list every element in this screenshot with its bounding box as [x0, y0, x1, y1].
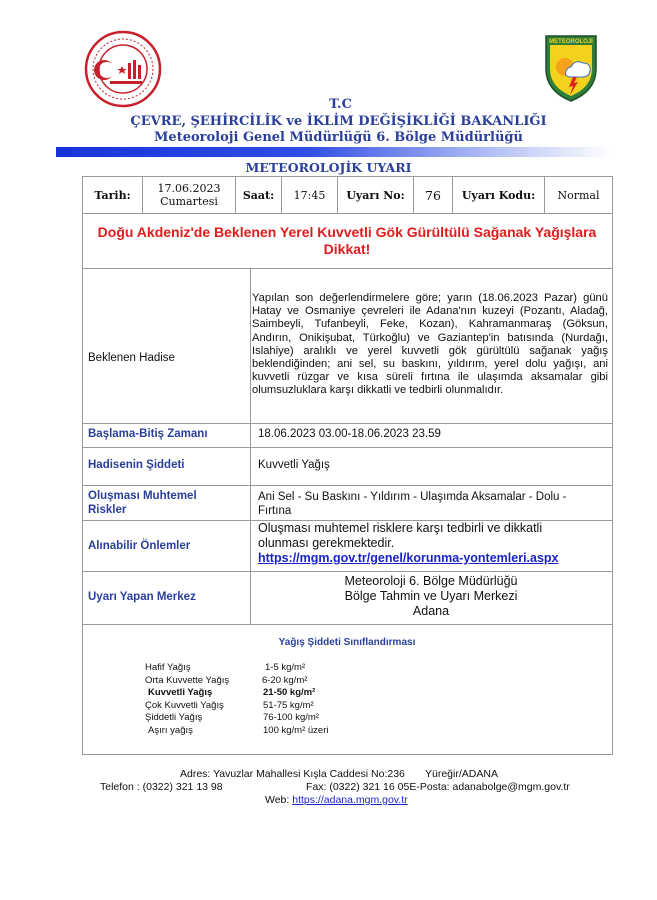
- severity-value: Kuvvetli Yağış: [258, 459, 330, 471]
- time-label: Saat:: [242, 188, 275, 202]
- severity-label: Hadisenin Şiddeti: [88, 459, 185, 471]
- scale-item-range: 6-20 kg/m²: [262, 675, 308, 686]
- date-value: 17.06.2023: [157, 182, 221, 195]
- measures-line2: olunması gerekmektedir.: [258, 536, 395, 550]
- table-border: [82, 268, 612, 269]
- footer-web-label: Web:: [265, 794, 290, 806]
- scale-item-range: 21-50 kg/m²: [263, 687, 316, 698]
- warning-code-label: Uyarı Kodu:: [461, 188, 536, 202]
- table-border: [612, 176, 613, 755]
- risks-label-line1: Oluşması Muhtemel: [88, 490, 197, 502]
- table-border: [250, 268, 251, 625]
- footer-fax-email: Fax: (0322) 321 16 05E-Posta: adanabolge@mgm.gov.tr: [306, 781, 570, 793]
- footer-web-link[interactable]: https://adana.mgm.gov.tr: [292, 794, 408, 806]
- scale-item-range: 1-5 kg/m²: [265, 662, 306, 673]
- document-title: METEOROLOJİK UYARI: [245, 160, 412, 175]
- scale-item-name: Kuvvetli Yağış: [148, 687, 213, 698]
- table-border: [82, 176, 83, 755]
- expected-event-text: Yapılan son değerlendirmelere göre; yarın (18.06.2023 Pazar) günü Hatay ve Osmaniye çevreleri ile Adana'nın kuzeyi (Pozantı, Aladağ, Saimbeyli, Tufanbeyli, Feke, Kozan), Kahramanmaraş (Göksun, Andırın, Onikişubat, Türkoğlu) ve Gaziantep'in batısında (Nurdağı, Islahiye) aralıklı ve yerel kuvvetli gök gürültülü sağanak yağış beklendiğinden; ani sel, su baskını, yıldırım, yerel dolu yağışı, ani kuvvetli rüzgar ve kısa süreli fırtına ile ulaşımda aksamalar gibi olumsuzluklara karşı dikkatli ve tedbirli olunmalıdır.: [252, 292, 608, 397]
- table-border: [82, 485, 612, 486]
- footer-district: Yüreğir/ADANA: [425, 768, 498, 780]
- warning-code-value: Normal: [557, 188, 600, 202]
- scale-item-range: 51-75 kg/m²: [263, 700, 314, 711]
- date-label: Tarih:: [94, 188, 131, 202]
- meteoroloji-logo: [543, 33, 599, 103]
- warning-title: [84, 224, 610, 258]
- footer-phone: Telefon : (0322) 321 13 98: [100, 781, 223, 793]
- scale-item-name: Hafif Yağış: [145, 662, 191, 673]
- severity-scale-title: Yağış Şiddeti Sınıflandırması: [278, 637, 416, 648]
- svg-text:METEOROLOJİ: METEOROLOJİ: [549, 39, 593, 45]
- table-border: [82, 754, 612, 755]
- measures-label: Alınabilir Önlemler: [88, 540, 191, 552]
- warning-no-label: Uyarı No:: [346, 188, 405, 202]
- header-divider-bar: [56, 147, 612, 157]
- scale-item-range: 100 kg/m² üzeri: [263, 725, 329, 736]
- table-border: [82, 571, 612, 572]
- scale-item-name: Şiddetli Yağış: [145, 712, 203, 723]
- center-line2: Bölge Tahmin ve Uyarı Merkezi: [344, 589, 518, 603]
- risks-value: [258, 490, 566, 518]
- risks-label: [88, 489, 197, 517]
- scale-item-name: Aşırı yağış: [148, 725, 193, 736]
- risks-label-line2: Riskler: [88, 504, 127, 516]
- scale-item-range: 76-100 kg/m²: [263, 712, 319, 723]
- scale-item-name: Orta Kuvvette Yağış: [145, 675, 230, 686]
- measures-line1: Oluşması muhtemel risklere karşı tedbirli ve dikkatli: [258, 521, 543, 535]
- time-range-value: 18.06.2023 03.00-18.06.2023 23.59: [258, 428, 441, 440]
- time-value: 17:45: [293, 188, 326, 202]
- table-border: [82, 213, 612, 214]
- warning-title-line1: Doğu Akdeniz'de Beklenen Yerel Kuvvetli Gök Gürültülü Sağanak Yağışlara: [97, 224, 597, 240]
- protection-measures-link[interactable]: https://mgm.gov.tr/genel/korunma-yontemleri.aspx: [258, 551, 559, 565]
- date-cell: [143, 177, 235, 213]
- directorate-name: Meteoroloji Genel Müdürlüğü 6. Bölge Müdürlüğü: [154, 130, 523, 145]
- warning-no-value: 76: [425, 187, 441, 203]
- risks-value-line2: Fırtına: [258, 505, 292, 517]
- center-line1: Meteoroloji 6. Bölge Müdürlüğü: [344, 574, 518, 588]
- measures-value: [258, 521, 559, 566]
- warning-title-line2: Dikkat!: [323, 241, 371, 257]
- time-range-label: Başlama-Bitiş Zamanı: [88, 428, 208, 440]
- table-border: [82, 447, 612, 448]
- center-line3: Adana: [412, 604, 450, 618]
- table-border: [82, 423, 612, 424]
- day-value: Cumartesi: [160, 195, 218, 208]
- header-tc: T.C: [329, 97, 352, 112]
- footer-web: [265, 794, 408, 806]
- risks-value-line1: Ani Sel - Su Baskını - Yıldırım - Ulaşımda Aksamalar - Dolu -: [258, 491, 567, 503]
- expected-event-label: Beklenen Hadise: [88, 352, 175, 364]
- center-value: [252, 574, 610, 619]
- ministry-name: ÇEVRE, ŞEHİRCİLİK ve İKLİM DEĞİŞİKLİĞİ BAKANLIĞI: [130, 114, 547, 129]
- center-label: Uyarı Yapan Merkez: [88, 591, 196, 603]
- scale-item-name: Çok Kuvvetli Yağış: [145, 700, 224, 711]
- table-border: [82, 624, 612, 625]
- footer-address: Adres: Yavuzlar Mahallesi Kışla Caddesi No:236: [180, 768, 405, 780]
